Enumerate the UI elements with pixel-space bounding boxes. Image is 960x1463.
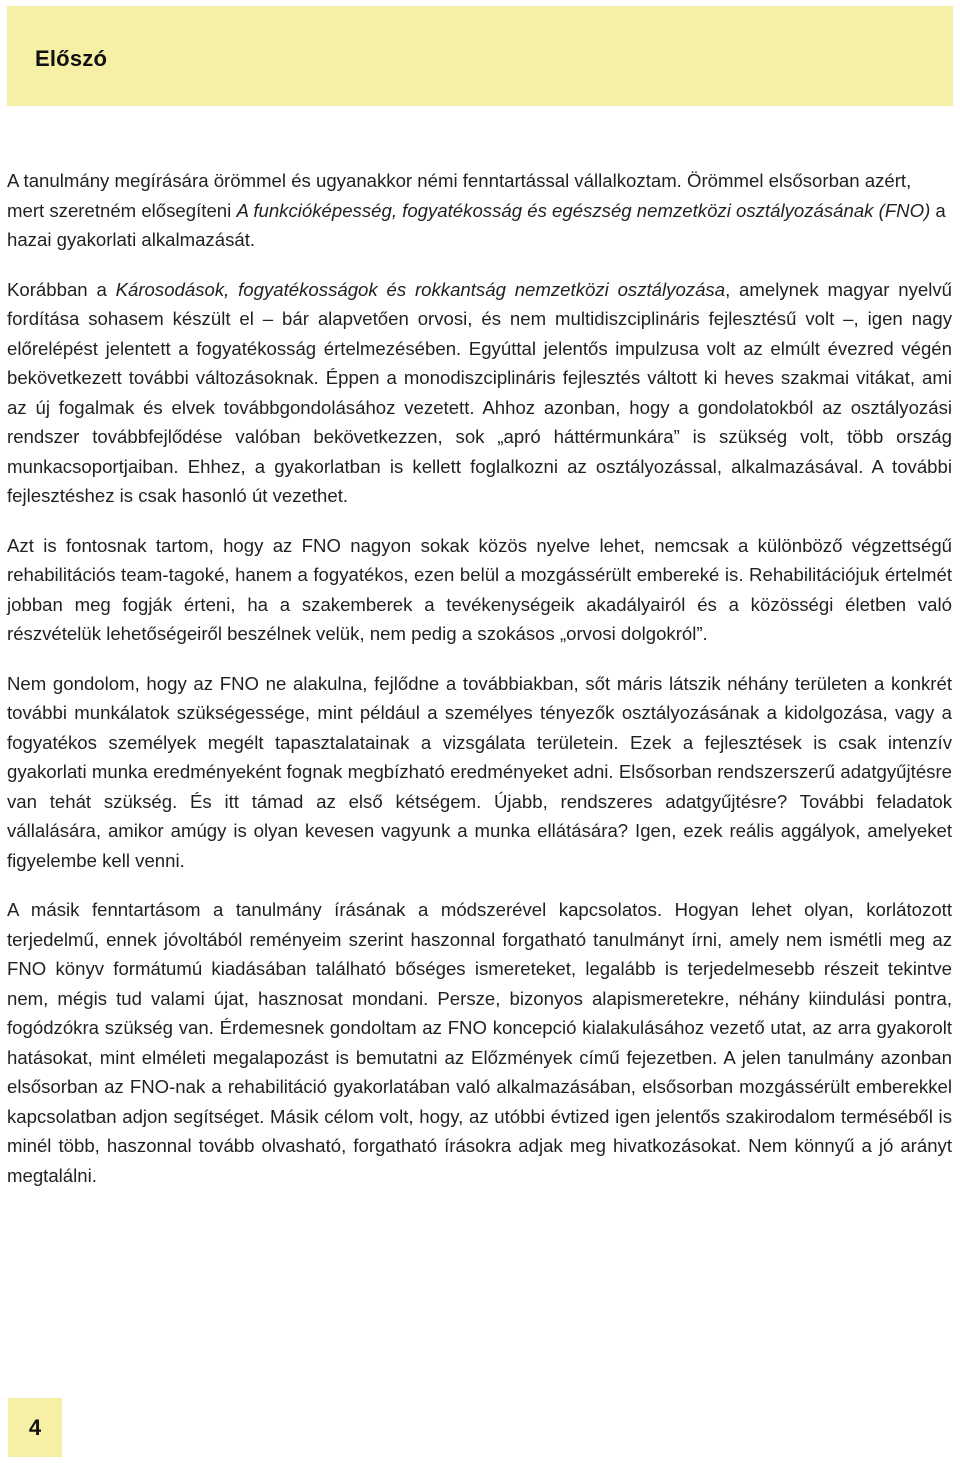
document-body: [7, 166, 952, 1210]
paragraph-3: Azt is fontosnak tartom, hogy az FNO nagyon sokak közös nyelve lehet, nemcsak a különböző végzettségű rehabilitációs team-tagoké, hanem a fogyatékos, ezen belül a mozgássérült embereké is. Rehabilitációjuk értelmét jobban meg fogják érteni, ha a szakemberek a tevékenységeik akadályairól és a közösségi életben való részvételük lehetőségeiről beszélnek velük, nem pedig a szokásos „orvosi dolgokról”.: [7, 534, 952, 644]
paragraph-2-text-c: , amelynek magyar nyelvű fordítása sohasem készült el – bár alapvetően orvosi, és nem multidiszciplináris fejlesztésű volt –, igen nagy előrelépést jelentett a fogyatékosság értelmezésében. Egyúttal jelentős impulzusa volt az elmúlt évezred végén bekövetkezett további változásoknak. Éppen a monodiszciplináris fejlesztés váltott ki heves szakmai vitákat, ami az új fogalmak és elvek továbbgondolásához vezetett. Ahhoz azonban, hogy a gondolatokból az osztályozási rendszer továbbfejlődése valóban bekövetkezzen, sok „apró háttérmunkára” is szükség volt, több ország munkacsoportjaiban. Ehhez, a gyakorlatban is kellett foglalkozni az osztályozással, alkalmazásával. A további fejlesztéshez is csak hasonló út vezethet.: [7, 278, 953, 506]
paragraph-4: Nem gondolom, hogy az FNO ne alakulna, fejlődne a továbbiakban, sőt máris látszik néhány területen a konkrét további munkálatok szükségessége, mint például a személyes tényezők osztályozásának a kidolgozása, vagy a fogyatékos személyek megélt tapasztalatainak a vizsgálata területein. Ezek a fejlesztések is csak intenzív gyakorlati munka eredményeként fognak megbízható eredményeket adni. Elsősorban rendszerszerű adatgyűjtésre van tehát szükség. És itt támad az első kétségem. Újabb, rendszeres adatgyűjtésre? További feladatok vállalására, amikor amúgy is olyan kevesen vagyunk a munka ellátására? Igen, ezek reális aggályok, amelyeket figyelembe kell venni.: [7, 672, 952, 871]
paragraph-2-italic-title: Károsodások, fogyatékosságok és rokkantság nemzetközi osztályozása: [115, 278, 726, 300]
page-number-box: [8, 1398, 62, 1457]
paragraph-1-text-a: A tanulmány megírására örömmel és ugyanakkor némi fenntartással vállalkoztam. Örömmel elsősorban azért, mert szeretném elősegíteni: [7, 170, 912, 221]
paragraph-2: [7, 275, 952, 511]
header-band: [7, 6, 953, 106]
paragraph-1: [7, 166, 952, 255]
page-number: 4: [28, 1415, 42, 1440]
page-title: Előszó: [35, 46, 108, 71]
paragraph-2-text-a: Korábban a: [7, 278, 116, 300]
paragraph-1-italic-title: A funkcióképesség, fogyatékosság és egészség nemzetközi osztályozásának (FNO): [236, 199, 931, 221]
paragraph-5: A másik fenntartásom a tanulmány írásának a módszerével kapcsolatos. Hogyan lehet olyan, korlátozott terjedelmű, ennek jóvoltából reményeim szerint haszonnal forgatható tanulmányt írni, amely nem ismétli meg az FNO könyv formátumú kiadásában található bőséges ismereteket, legalább is terjedelmesebb részeit tekintve nem, mégis tud valami újat, hasznosat mondani. Persze, bizonyos alapismeretekre, néhány kiindulási pontra, fogódzókra szükség van. Érdemesnek gondoltam az FNO koncepció kialakulásához vezető utat, az arra gyakorolt hatásokat, mint elméleti megalapozást is bemutatni az Előzmények című fejezetben. A jelen tanulmány azonban elsősorban az FNO-nak a rehabilitáció gyakorlatában való alkalmazásában, elsősorban mozgássérült emberekkel kapcsolatban adjon segítséget. Másik célom volt, hogy, az utóbbi évtized igen jelentős szakirodalom terméséből is minél több, haszonnal tovább olvasható, forgatható írásokra adjak meg hivatkozásokat. Nem könnyű a jó arányt megtalálni.: [7, 899, 952, 1186]
paragraph-1-text-c: a hazai gyakorlati alkalmazását.: [7, 199, 946, 250]
